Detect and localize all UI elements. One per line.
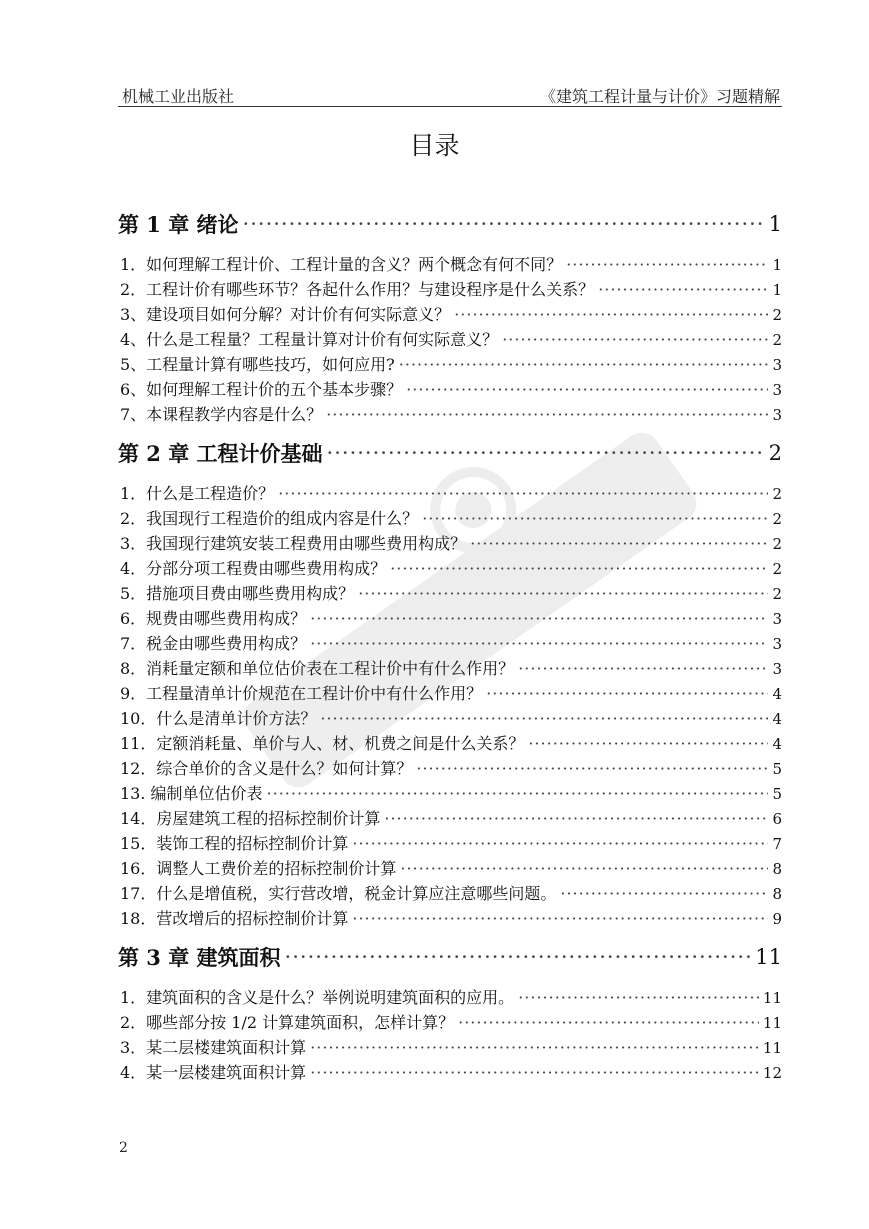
leader-dots (358, 581, 768, 606)
toc-item-entry[interactable] (118, 277, 782, 302)
item-label: 6．规费由哪些费用构成？ (120, 609, 307, 628)
leader-dots (310, 1060, 759, 1085)
item-label: 7．税金由哪些费用构成？ (120, 634, 307, 653)
leader-dots (384, 806, 768, 831)
leader-dots (566, 252, 768, 277)
toc-item-entry[interactable] (118, 906, 782, 931)
leader-dots (518, 985, 759, 1010)
item-label: 3．某二层楼建筑面积计算 (120, 1038, 307, 1057)
item-page-number: 3 (772, 356, 782, 374)
leader-dots (326, 402, 768, 427)
toc-item-entry[interactable] (118, 756, 782, 781)
page-number: 2 (119, 1140, 128, 1156)
item-page-number: 2 (772, 560, 782, 578)
item-page-number: 11 (762, 1014, 782, 1032)
item-page-number: 11 (762, 989, 782, 1007)
leader-dots (399, 352, 769, 377)
toc-item-entry[interactable] (118, 1035, 782, 1060)
item-label: 8．消耗量定额和单位估价表在工程计价中有什么作用？ (120, 659, 515, 678)
leader-dots (406, 377, 768, 402)
leader-dots (267, 781, 769, 806)
item-label: 3、建设项目如何分解？对计价有何实际意义？ (120, 305, 451, 324)
leader-dots (310, 631, 768, 656)
leader-dots (416, 756, 768, 781)
chapter-page-number: 11 (755, 945, 782, 969)
toc-title: 目录 (409, 131, 460, 160)
toc-item-entry[interactable] (118, 706, 782, 731)
item-page-number: 3 (772, 660, 782, 678)
leader-dots (278, 481, 768, 506)
toc-item-entry[interactable] (118, 856, 782, 881)
item-page-number: 2 (772, 535, 782, 553)
toc-item-entry[interactable] (118, 681, 782, 706)
toc-item-entry[interactable] (118, 831, 782, 856)
item-page-number: 9 (772, 910, 782, 928)
toc-chapter-entry[interactable] (118, 433, 782, 473)
item-label: 5、工程量计算有哪些技巧，如何应用? (120, 355, 395, 374)
leader-dots (598, 277, 768, 302)
chapter-label: 第 2 章 工程计价基础 (118, 441, 323, 466)
leader-dots (352, 831, 768, 856)
toc-item-entry[interactable] (118, 327, 782, 352)
item-label: 10．什么是清单计价方法？ (120, 709, 317, 728)
toc-item-entry[interactable] (118, 377, 782, 402)
item-page-number: 4 (772, 685, 782, 703)
item-label: 4．分部分项工程费由哪些费用构成？ (120, 559, 387, 578)
leader-dots (454, 302, 768, 327)
leader-dots (310, 606, 768, 631)
toc-item-entry[interactable] (118, 402, 782, 427)
table-of-contents (118, 204, 782, 1085)
leader-dots (518, 656, 768, 681)
item-label: 2．我国现行工程造价的组成内容是什么？ (120, 509, 419, 528)
leader-dots (320, 706, 768, 731)
item-label: 3．我国现行建筑安装工程费用由哪些费用构成？ (120, 534, 467, 553)
item-label: 2．哪些部分按 1/2 计算建筑面积，怎样计算？ (120, 1013, 455, 1032)
toc-item-entry[interactable] (118, 731, 782, 756)
item-label: 5．措施项目费由哪些费用构成？ (120, 584, 355, 603)
item-page-number: 2 (772, 485, 782, 503)
item-label: 11．定额消耗量、单价与人、材、机费之间是什么关系？ (120, 734, 525, 753)
chapter-page-number: 1 (768, 212, 782, 236)
item-label: 18．营改增后的招标控制价计算 (120, 909, 349, 928)
item-page-number: 1 (772, 281, 782, 299)
toc-chapter-entry[interactable] (118, 937, 782, 977)
toc-item-entry[interactable] (118, 531, 782, 556)
leader-dots (458, 1010, 759, 1035)
leader-dots (327, 441, 765, 465)
item-label: 7、本课程教学内容是什么？ (120, 405, 323, 424)
toc-item-entry[interactable] (118, 806, 782, 831)
toc-chapter-entry[interactable] (118, 204, 782, 244)
item-page-number: 3 (772, 610, 782, 628)
toc-item-entry[interactable] (118, 506, 782, 531)
item-page-number: 6 (772, 810, 782, 828)
item-page-number: 8 (772, 860, 782, 878)
item-page-number: 2 (772, 306, 782, 324)
item-page-number: 7 (772, 835, 782, 853)
item-page-number: 4 (772, 735, 782, 753)
toc-item-entry[interactable] (118, 631, 782, 656)
toc-item-entry[interactable] (118, 1010, 782, 1035)
leader-dots (470, 531, 768, 556)
item-page-number: 8 (772, 885, 782, 903)
toc-item-entry[interactable] (118, 302, 782, 327)
item-page-number: 2 (772, 510, 782, 528)
item-label: 4．某一层楼建筑面积计算 (120, 1063, 307, 1082)
item-label: 2．工程计价有哪些环节？各起什么作用？与建设程序是什么关系？ (120, 280, 595, 299)
item-page-number: 4 (772, 710, 782, 728)
toc-item-entry[interactable] (118, 606, 782, 631)
running-header (118, 82, 782, 107)
toc-item-entry[interactable] (118, 352, 782, 377)
item-label: 4、什么是工程量？工程量计算对计价有何实际意义？ (120, 330, 499, 349)
item-page-number: 5 (772, 785, 782, 803)
item-page-number: 11 (762, 1039, 782, 1057)
leader-dots (285, 945, 752, 969)
leader-dots (422, 506, 768, 531)
header-publisher: 机械工业出版社 (122, 87, 235, 106)
toc-item-entry[interactable] (118, 481, 782, 506)
item-label: 1．什么是工程造价？ (120, 484, 275, 503)
chapter-label: 第 1 章 绪论 (118, 212, 239, 237)
leader-dots (560, 881, 768, 906)
leader-dots (243, 212, 765, 236)
item-label: 6、如何理解工程计价的五个基本步骤？ (120, 380, 403, 399)
item-page-number: 12 (762, 1064, 782, 1082)
item-label: 1．建筑面积的含义是什么？举例说明建筑面积的应用。 (120, 988, 515, 1007)
item-page-number: 3 (772, 406, 782, 424)
item-page-number: 3 (772, 635, 782, 653)
item-label: 14．房屋建筑工程的招标控制价计算 (120, 809, 381, 828)
item-label: 17．什么是增值税，实行营改增，税金计算应注意哪些问题。 (120, 884, 557, 903)
leader-dots (400, 856, 768, 881)
toc-item-entry[interactable] (118, 985, 782, 1010)
toc-item-entry[interactable] (118, 656, 782, 681)
toc-item-entry[interactable] (118, 581, 782, 606)
item-page-number: 3 (772, 381, 782, 399)
item-label: 9．工程量清单计价规范在工程计价中有什么作用？ (120, 684, 483, 703)
item-label: 1．如何理解工程计价、工程计量的含义？两个概念有何不同？ (120, 255, 563, 274)
header-book-title: 《建筑工程计量与计价》习题精解 (539, 87, 780, 106)
item-label: 13. 编制单位估价表 (120, 784, 263, 803)
leader-dots (352, 906, 768, 931)
leader-dots (390, 556, 768, 581)
leader-dots (310, 1035, 759, 1060)
toc-item-entry[interactable] (118, 556, 782, 581)
item-page-number: 2 (772, 331, 782, 349)
toc-item-entry[interactable] (118, 252, 782, 277)
leader-dots (486, 681, 768, 706)
chapter-page-number: 2 (768, 441, 782, 465)
item-page-number: 5 (772, 760, 782, 778)
toc-item-entry[interactable] (118, 1060, 782, 1085)
leader-dots (502, 327, 768, 352)
toc-item-entry[interactable] (118, 881, 782, 906)
item-label: 16．调整人工费价差的招标控制价计算 (120, 859, 397, 878)
leader-dots (528, 731, 768, 756)
toc-item-entry[interactable] (118, 781, 782, 806)
item-label: 15．装饰工程的招标控制价计算 (120, 834, 349, 853)
item-page-number: 2 (772, 585, 782, 603)
item-label: 12．综合单价的含义是什么？如何计算？ (120, 759, 413, 778)
item-page-number: 1 (772, 256, 782, 274)
chapter-label: 第 3 章 建筑面积 (118, 945, 281, 970)
